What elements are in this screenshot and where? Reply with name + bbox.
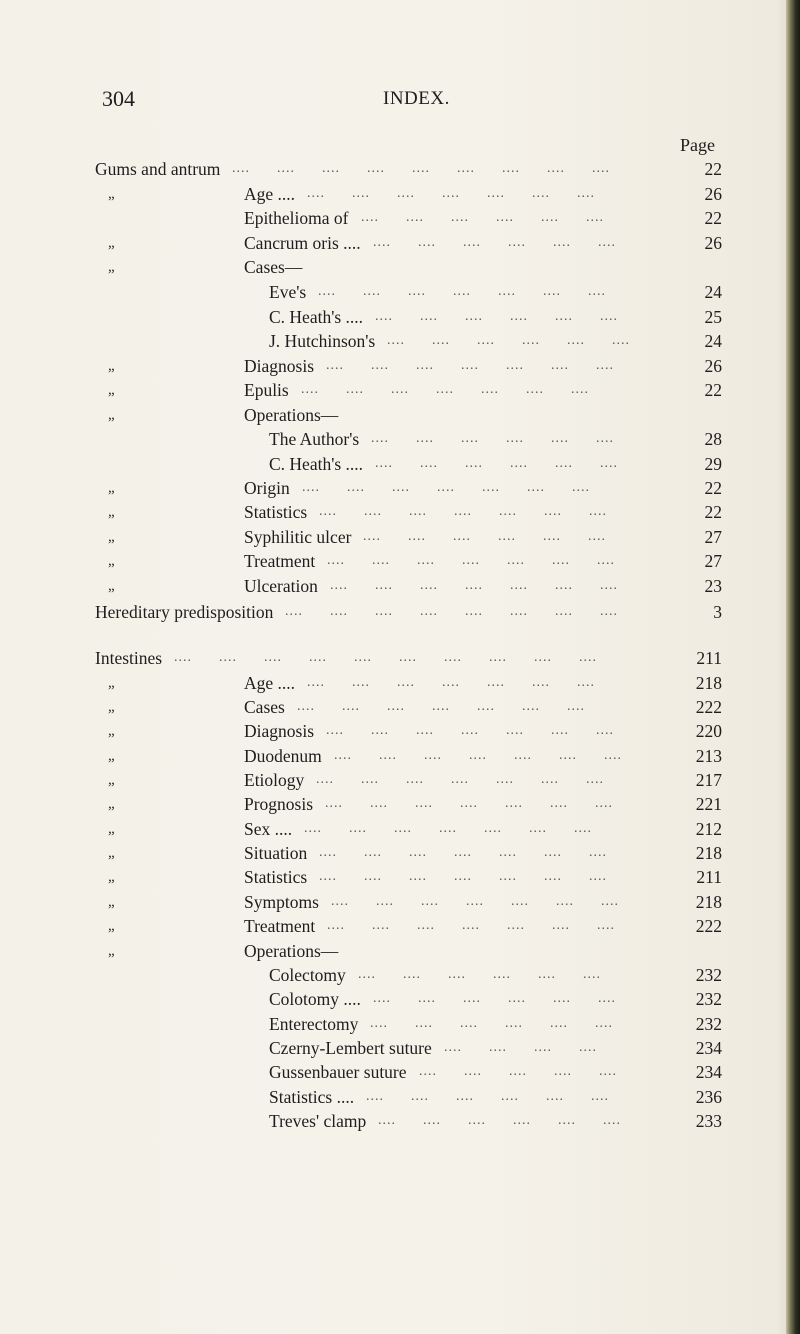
index-entry xyxy=(0,963,800,987)
index-term: Prognosis xyxy=(244,794,314,814)
dot-leader: .... .... .... .... .... .... xyxy=(378,1113,648,1128)
dot-leader: .... .... .... .... .... .... xyxy=(373,991,643,1006)
index-term: Gussenbauer suture xyxy=(269,1062,407,1082)
ditto-mark: „ xyxy=(108,578,115,594)
page-reference: 22 xyxy=(704,380,722,400)
page-reference: 211 xyxy=(696,648,722,668)
index-entry xyxy=(0,427,800,451)
index-entry xyxy=(0,231,800,255)
index-term: Etiology xyxy=(244,770,305,790)
ditto-mark: „ xyxy=(108,845,115,861)
page-reference: 234 xyxy=(695,1038,722,1058)
index-entry xyxy=(0,206,800,230)
index-term: Situation xyxy=(244,843,308,863)
index-entry xyxy=(0,574,800,598)
ditto-mark: „ xyxy=(108,675,115,691)
dot-leader: .... .... .... .... .... .... xyxy=(371,431,641,446)
page-reference: 26 xyxy=(704,356,722,376)
dot-leader: .... .... .... .... .... .... xyxy=(375,309,645,324)
ditto-mark: „ xyxy=(108,553,115,569)
ditto-mark: „ xyxy=(108,407,115,423)
index-entry xyxy=(0,354,800,378)
page-reference: 212 xyxy=(695,819,722,839)
dot-leader: .... .... .... .... .... .... .... xyxy=(318,284,633,299)
index-term: Treatment xyxy=(244,551,316,571)
index-entry xyxy=(0,1085,800,1109)
index-term: Epithelioma of xyxy=(244,208,349,228)
dot-leader: .... .... .... .... .... .... xyxy=(361,210,631,225)
page-reference: 222 xyxy=(695,916,722,936)
index-term: Gums and antrum xyxy=(95,159,221,179)
index-term: Symptoms xyxy=(244,892,319,912)
index-entry xyxy=(0,646,800,670)
page-reference: 232 xyxy=(695,989,722,1009)
dot-leader: .... .... .... .... .... .... .... .... xyxy=(285,604,645,619)
dot-leader: .... .... .... .... .... .... .... xyxy=(326,358,641,373)
index-term: Czerny-Lembert suture xyxy=(269,1038,432,1058)
index-entry xyxy=(0,768,800,792)
page-reference: 22 xyxy=(704,478,722,498)
page-reference: 22 xyxy=(704,502,722,522)
dot-leader: .... .... .... .... .... .... xyxy=(370,1016,640,1031)
dot-leader: .... .... .... .... xyxy=(444,1040,624,1055)
dot-leader: .... .... .... .... .... .... .... xyxy=(326,723,641,738)
index-term: Colectomy xyxy=(269,965,346,985)
index-term: Treves' clamp xyxy=(269,1111,367,1131)
page-reference: 22 xyxy=(704,159,722,179)
index-entry xyxy=(0,500,800,524)
index-entry xyxy=(0,744,800,768)
index-entry xyxy=(0,452,800,476)
dot-leader: .... .... .... .... .... .... .... xyxy=(325,796,640,811)
dot-leader: .... .... .... .... .... .... .... xyxy=(307,675,622,690)
index-entry xyxy=(0,476,800,500)
index-entry xyxy=(0,987,800,1011)
dot-leader: .... .... .... .... .... xyxy=(419,1064,644,1079)
ditto-mark: „ xyxy=(108,504,115,520)
index-entry xyxy=(0,914,800,938)
index-term: Eve's xyxy=(269,282,307,302)
dot-leader: .... .... .... .... .... .... .... xyxy=(319,869,634,884)
index-term: Diagnosis xyxy=(244,356,314,376)
page-reference: 218 xyxy=(695,892,722,912)
index-entry xyxy=(0,255,800,279)
index-entry xyxy=(0,890,800,914)
index-entry xyxy=(0,600,800,624)
page-reference: 221 xyxy=(695,794,722,814)
dot-leader: .... .... .... .... .... .... .... xyxy=(327,553,642,568)
dot-leader: .... .... .... .... .... .... xyxy=(375,456,645,471)
page-reference: 29 xyxy=(704,454,722,474)
index-term: Treatment xyxy=(244,916,316,936)
page-reference: 3 xyxy=(713,602,722,622)
ditto-mark: „ xyxy=(108,529,115,545)
index-term: C. Heath's .... xyxy=(269,307,364,327)
dot-leader: .... .... .... .... .... .... .... xyxy=(330,578,645,593)
page-reference: 26 xyxy=(704,184,722,204)
page-reference: 213 xyxy=(695,746,722,766)
dot-leader: .... .... .... .... .... .... .... xyxy=(307,186,622,201)
ditto-mark: „ xyxy=(108,358,115,374)
page-reference: 27 xyxy=(704,551,722,571)
index-entry xyxy=(0,1036,800,1060)
index-entry xyxy=(0,378,800,402)
index-term: Operations— xyxy=(244,405,339,425)
index-entry xyxy=(0,182,800,206)
index-term: Age .... xyxy=(244,673,296,693)
ditto-mark: „ xyxy=(108,259,115,275)
index-term: Cases xyxy=(244,697,285,717)
dot-leader: .... .... .... .... .... .... xyxy=(373,235,643,250)
index-term: J. Hutchinson's xyxy=(269,331,376,351)
index-entry xyxy=(0,329,800,353)
running-title: INDEX. xyxy=(383,88,450,109)
ditto-mark: „ xyxy=(108,943,115,959)
page-reference: 233 xyxy=(695,1111,722,1131)
index-term: Origin xyxy=(244,478,290,498)
index-entry xyxy=(0,719,800,743)
index-term: Hereditary predisposition xyxy=(95,602,274,622)
page-reference: 22 xyxy=(704,208,722,228)
dot-leader: .... .... .... .... .... .... .... xyxy=(316,772,631,787)
ditto-mark: „ xyxy=(108,918,115,934)
page-number: 304 xyxy=(102,86,135,111)
index-term: Diagnosis xyxy=(244,721,314,741)
index-term: Statistics xyxy=(244,502,308,522)
index-entry xyxy=(0,280,800,304)
page-reference: 23 xyxy=(704,576,722,596)
index-term: Statistics .... xyxy=(269,1087,355,1107)
index-term: Intestines xyxy=(95,648,163,668)
dot-leader: .... .... .... .... .... .... .... xyxy=(327,918,642,933)
page-reference: 218 xyxy=(695,843,722,863)
page-reference: 218 xyxy=(695,673,722,693)
ditto-mark: „ xyxy=(108,796,115,812)
dot-leader: .... .... .... .... .... .... .... xyxy=(304,821,619,836)
index-term: Cancrum oris .... xyxy=(244,233,361,253)
dot-leader: .... .... .... .... .... .... .... .... .... xyxy=(232,161,637,176)
dot-leader: .... .... .... .... .... .... xyxy=(363,529,633,544)
dot-leader: .... .... .... .... .... .... .... xyxy=(334,748,649,763)
dot-leader: .... .... .... .... .... .... .... xyxy=(297,699,612,714)
index-entry xyxy=(0,939,800,963)
index-entry xyxy=(0,671,800,695)
page-reference: 232 xyxy=(695,965,722,985)
ditto-mark: „ xyxy=(108,748,115,764)
page-reference: 26 xyxy=(704,233,722,253)
dot-leader: .... .... .... .... .... .... .... xyxy=(319,845,634,860)
index-term: Statistics xyxy=(244,867,308,887)
index-term: Duodenum xyxy=(244,746,322,766)
index-term: Sex .... xyxy=(244,819,293,839)
ditto-mark: „ xyxy=(108,235,115,251)
index-term: Operations— xyxy=(244,941,339,961)
index-entry xyxy=(0,841,800,865)
ditto-mark: „ xyxy=(108,772,115,788)
index-entry xyxy=(0,1060,800,1084)
index-entry xyxy=(0,695,800,719)
index-entry xyxy=(0,792,800,816)
ditto-mark: „ xyxy=(108,821,115,837)
page-reference: 234 xyxy=(695,1062,722,1082)
page-reference: 232 xyxy=(695,1014,722,1034)
index-entry xyxy=(0,1012,800,1036)
page-reference: 236 xyxy=(695,1087,722,1107)
index-entry xyxy=(0,305,800,329)
ditto-mark: „ xyxy=(108,382,115,398)
page-reference: 27 xyxy=(704,527,722,547)
page-reference: 217 xyxy=(695,770,722,790)
page-header xyxy=(0,86,800,116)
index-entry xyxy=(0,525,800,549)
page-reference: 222 xyxy=(695,697,722,717)
index-term: C. Heath's .... xyxy=(269,454,364,474)
index-term: Colotomy .... xyxy=(269,989,361,1009)
index-term: Cases— xyxy=(244,257,303,277)
dot-leader: .... .... .... .... .... .... .... xyxy=(319,504,634,519)
page-reference: 24 xyxy=(704,331,722,351)
ditto-mark: „ xyxy=(108,186,115,202)
index-term: The Author's xyxy=(269,429,360,449)
index-entry xyxy=(0,1109,800,1133)
page-reference: 211 xyxy=(696,867,722,887)
dot-leader: .... .... .... .... .... .... .... .... .... .... xyxy=(174,650,624,665)
index-term: Ulceration xyxy=(244,576,318,596)
index-entry xyxy=(0,817,800,841)
index-term: Epulis xyxy=(244,380,289,400)
dot-leader: .... .... .... .... .... .... xyxy=(358,967,628,982)
index-term: Syphilitic ulcer xyxy=(244,527,352,547)
ditto-mark: „ xyxy=(108,480,115,496)
page-reference: 25 xyxy=(704,307,722,327)
index-entry xyxy=(0,549,800,573)
index-entry xyxy=(0,157,800,181)
dot-leader: .... .... .... .... .... .... .... xyxy=(331,894,646,909)
index-entry xyxy=(0,865,800,889)
page-reference: 220 xyxy=(695,721,722,741)
page-reference: 28 xyxy=(704,429,722,449)
ditto-mark: „ xyxy=(108,894,115,910)
dot-leader: .... .... .... .... .... .... .... xyxy=(302,480,617,495)
index-term: Enterectomy xyxy=(269,1014,359,1034)
ditto-mark: „ xyxy=(108,869,115,885)
ditto-mark: „ xyxy=(108,699,115,715)
dot-leader: .... .... .... .... .... .... .... xyxy=(301,382,616,397)
page-column-label: Page xyxy=(680,135,715,155)
index-entry xyxy=(0,403,800,427)
page-reference: 24 xyxy=(704,282,722,302)
ditto-mark: „ xyxy=(108,723,115,739)
index-term: Age .... xyxy=(244,184,296,204)
dot-leader: .... .... .... .... .... .... xyxy=(366,1089,636,1104)
dot-leader: .... .... .... .... .... .... xyxy=(387,333,657,348)
